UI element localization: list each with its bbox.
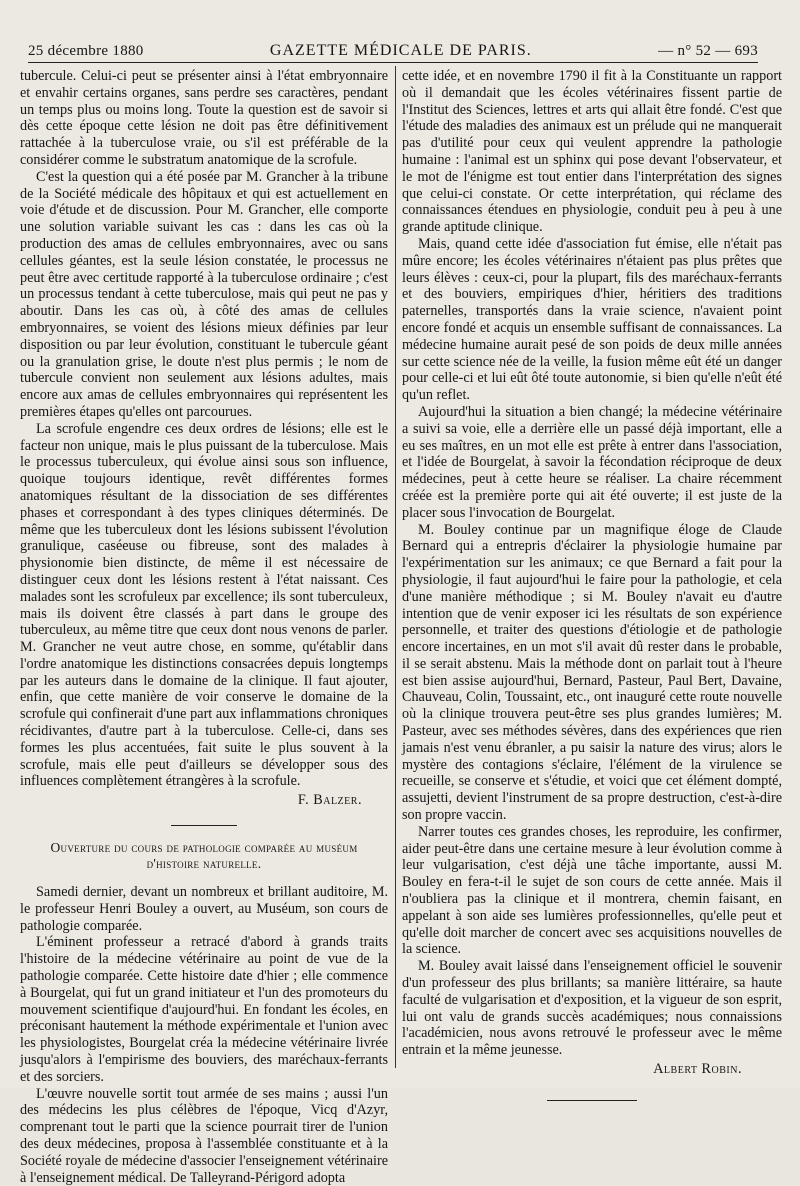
section-title: Ouverture du cours de pathologie comparée au muséum d'histoire naturelle. (50, 840, 358, 872)
journal-title: GAZETTE MÉDICALE DE PARIS. (269, 42, 532, 59)
paragraph: C'est la question qui a été posée par M. Grancher à la tribune de la Société médicale des hôpitaux et qui est actuellement en voie d'étude et de discussion. Pour M. Grancher, elle comporte une solution variable suivant les cas : dans les cas où la production des amas de cellules embryonnaires, avec ou sans cellules géantes, est la seule lésion constatée, le processus ne peut être avec certitude rapporté à la tuberculose ordinaire ; c'est un processus tendant à cette tuberculose, mais qui peut ne pas y aboutir. Dans les cas où, à côté des amas de cellules embryonnaires, se voient des lésions mieux définies par leur disposition ou par leur évolution, constituant le tubercule géant ou la granulation grise, le doute n'est plus permis ; le nom de tubercule convient non seulement aux lésions adultes, mais encore aux amas de cellules embryonnaires qui représentent les premières étapes qu'elles ont parcourues. (20, 168, 388, 420)
issue-page-number: — n° 52 — 693 (658, 43, 758, 59)
paragraph: La scrofule engendre ces deux ordres de lésions; elle est le facteur non unique, mais le plus puissant de la tuberculose. Mais le processus tuberculeux, qui évolue ainsi sous son influence, quoique toujours identique, revêt différentes formes anatomiques résultant de la dissociation de ses différentes phases et correspondant à des types cliniques déterminés. De même que les tuberculeux dont les lésions subissent l'évolution granulique, caséeuse ou fibreuse, sont des malades à physionomie bien distincte, de même il est nécessaire de distinguer ceux dont les lésions restent à l'état naissant. Ces malades sont les scrofuleux par excellence; ils sont tuberculeux, mais ils doivent être classés à part dans le groupe des tuberculeux, au même titre que ceux dont nous venons de parler. M. Grancher ne veut autre chose, en somme, qu'établir dans l'ordre anatomique les distinctions consacrées depuis longtemps par les auteurs dans le domaine de la clinique. Il faut ajouter, enfin, que cette manière de voir conserve le domaine de la scrofule qui confinerait d'une part aux inflammations chroniques récidivantes, d'autre part à la tuberculose. Celle-ci, dans ses formes les plus accentuées, fait suite le plus souvent à la scrofule, mais elle peut d'ailleurs se développer sous des influences complètement étrangères à la scrofule. (20, 420, 388, 790)
paragraph: Mais, quand cette idée d'association fut émise, elle n'était pas mûre encore; les écoles vétérinaires n'étaient pas plus prêtes que leurs élèves : ceux-ci, pour la plupart, fils des maréchaux-ferrants et des bouviers, empiriques d'hier, héritiers des traditions paternelles, transportés dans la vraie science, n'avaient point encore fondé et acquis un ensemble suffisant de connaissances. La médecine humaine aurait pesé de son poids de deux mille années sur cette science née de la veille, la fusion même eût été un danger pour celle-ci et lui eût ôté toute autonomie, si bien qu'elle n'eût été qu'un reflet. (402, 235, 782, 404)
author-signature-balzer: F. Balzer. (297, 792, 362, 809)
header-date: 25 décembre 1880 (28, 43, 144, 59)
left-column (20, 68, 388, 1186)
article-separator (171, 825, 237, 826)
author-signature-robin: Albert Robin. (653, 1061, 742, 1078)
page-header (28, 34, 758, 60)
paragraph: Aujourd'hui la situation a bien changé; la médecine vétérinaire a suivi sa voie, elle a derrière elle un passé déjà important, elle a eu ses maîtres, en un mot elle est prête à entrer dans l'association, et l'idée de Bourgelat, à savoir la fécondation réciproque de deux médecines, peut à cette heure se réaliser. La chaire récemment créée est la première porte qui ait été ouverte; il est juste de la placer sous l'invocation de Bourgelat. (402, 403, 782, 521)
paragraph: L'œuvre nouvelle sortit tout armée de ses mains ; aussi l'un des médecins les plus célèbres de l'époque, Vicq d'Azyr, comprenant tout le parti que la science pourrait tirer de l'union des deux médecines, proposa à l'assemblée constituante et à la Société royale de médecine d'associer l'enseignement vétérinaire à l'enseignement médical. De Talleyrand-Périgord adopta (20, 1085, 388, 1186)
paragraph: M. Bouley avait laissé dans l'enseignement officiel le souvenir d'un professeur des plus brillants; sa manière littéraire, sa haute faculté de vulgarisation et d'exposition, et la vigueur de son esprit, lui ont valu de grands succès académiques; nous connaissions l'académicien, nous avons retrouvé le professeur avec le même entrain et la même jeunesse. (402, 958, 782, 1059)
paragraph: tubercule. Celui-ci peut se présenter ainsi à l'état embryonnaire et envahir certains organes, sans perdre ses caractères, pendant un temps plus ou moins long. Toute la question est de savoir si dès cette époque cette lésion ne doit pas être définitivement rattachée à la tuberculose vraie, ou s'il est préférable de la considérer comme le substratum anatomique de la scrofule. (20, 68, 388, 168)
paragraph: Narrer toutes ces grandes choses, les reproduire, les confirmer, aider peut-être dans une certaine mesure à leur évolution comme à leur vulgarisation, c'est déjà une tâche importante, aussi M. Bouley en fera-t-il le sujet de son cours de cette année. Mais il n'oubliera pas la clinique et il montrera, chemin faisant, en appelant à son aide ses lumières professionnelles, qu'elle peut et qu'elle doit marcher de concert avec ses acquisitions nouvelles de la science. (402, 823, 782, 958)
column-divider (395, 66, 396, 1068)
paragraph: M. Bouley continue par un magnifique éloge de Claude Bernard qui a entrepris d'éclairer la physiologie humaine par l'expérimentation sur les animaux; ce que Bernard a fait pour la physiologie, il faut aujourd'hui le faire pour la pathologie, et cela d'une manière méthodique ; si M. Bouley n'avait eu d'autre intention que de venir exposer ici les résultats de son expérience personnelle, et traiter des questions d'étiologie et de pathologie encore incertaines, en un mot s'il avait dû rester dans le probable, il se serait abstenu. Mais la méthode dont on parlait tout à l'heure est bien assise aujourd'hui, Bernard, Pasteur, Paul Bert, Davaine, Chauveau, Colin, Toussaint, etc., ont inauguré cette route nouvelle où la clinique trouvera peut-être ses plus grandes lumières; M. Pasteur, avec ses méthodes sévères, dans des expériences que rien jamais n'est venu ébranler, a pu saisir la nature des virus; alors le mystère des contagions s'éclaire, l'élément de la virulence se recueille, se conserve et s'étudie, et voici que cet élément dompté, assujetti, devient l'instrument de sa propre destruction, c'est-à-dire son propre vaccin. (402, 521, 782, 824)
right-column (402, 68, 782, 1078)
article-separator (547, 1100, 637, 1101)
paragraph: cette idée, et en novembre 1790 il fit à la Constituante un rapport où il demandait que les écoles vétérinaires fissent partie de l'Institut des Sciences, lettres et arts qui allait être fondé. C'est que l'étude des maladies des animaux est un prélude qui ne manquerait pas d'utilité pour ceux qui veulent apprendre la pathologie humaine : l'animal est un sphinx qui pose devant l'observateur, et le mot de l'énigme est tout entier dans l'interprétation des signes que celui-ci constate. Or cette interprétation, qui réclame des connaissances étendues en physiologie, conduit peu à peu à une grande aptitude clinique. (402, 68, 782, 236)
paragraph: Samedi dernier, devant un nombreux et brillant auditoire, M. le professeur Henri Bouley a ouvert, au Muséum, son cours de pathologie comparée. (20, 884, 388, 934)
paragraph: L'éminent professeur a retracé d'abord à grands traits l'histoire de la médecine vétérinaire au point de vue de la pathologie comparée. Cette histoire date d'hier ; elle commence à Bourgelat, qui fut un grand initiateur et l'un des promoteurs du mouvement scientifique d'aujourd'hui. En fondant les écoles, en préconisant hautement la méthode expérimentale et l'union avec les physiologistes, Bourgelat créa la médecine vétérinaire livrée jusqu'alors à l'empirisme des bouviers, des maréchaux-ferrants et des sorciers. (20, 934, 388, 1085)
header-rule (28, 62, 758, 63)
